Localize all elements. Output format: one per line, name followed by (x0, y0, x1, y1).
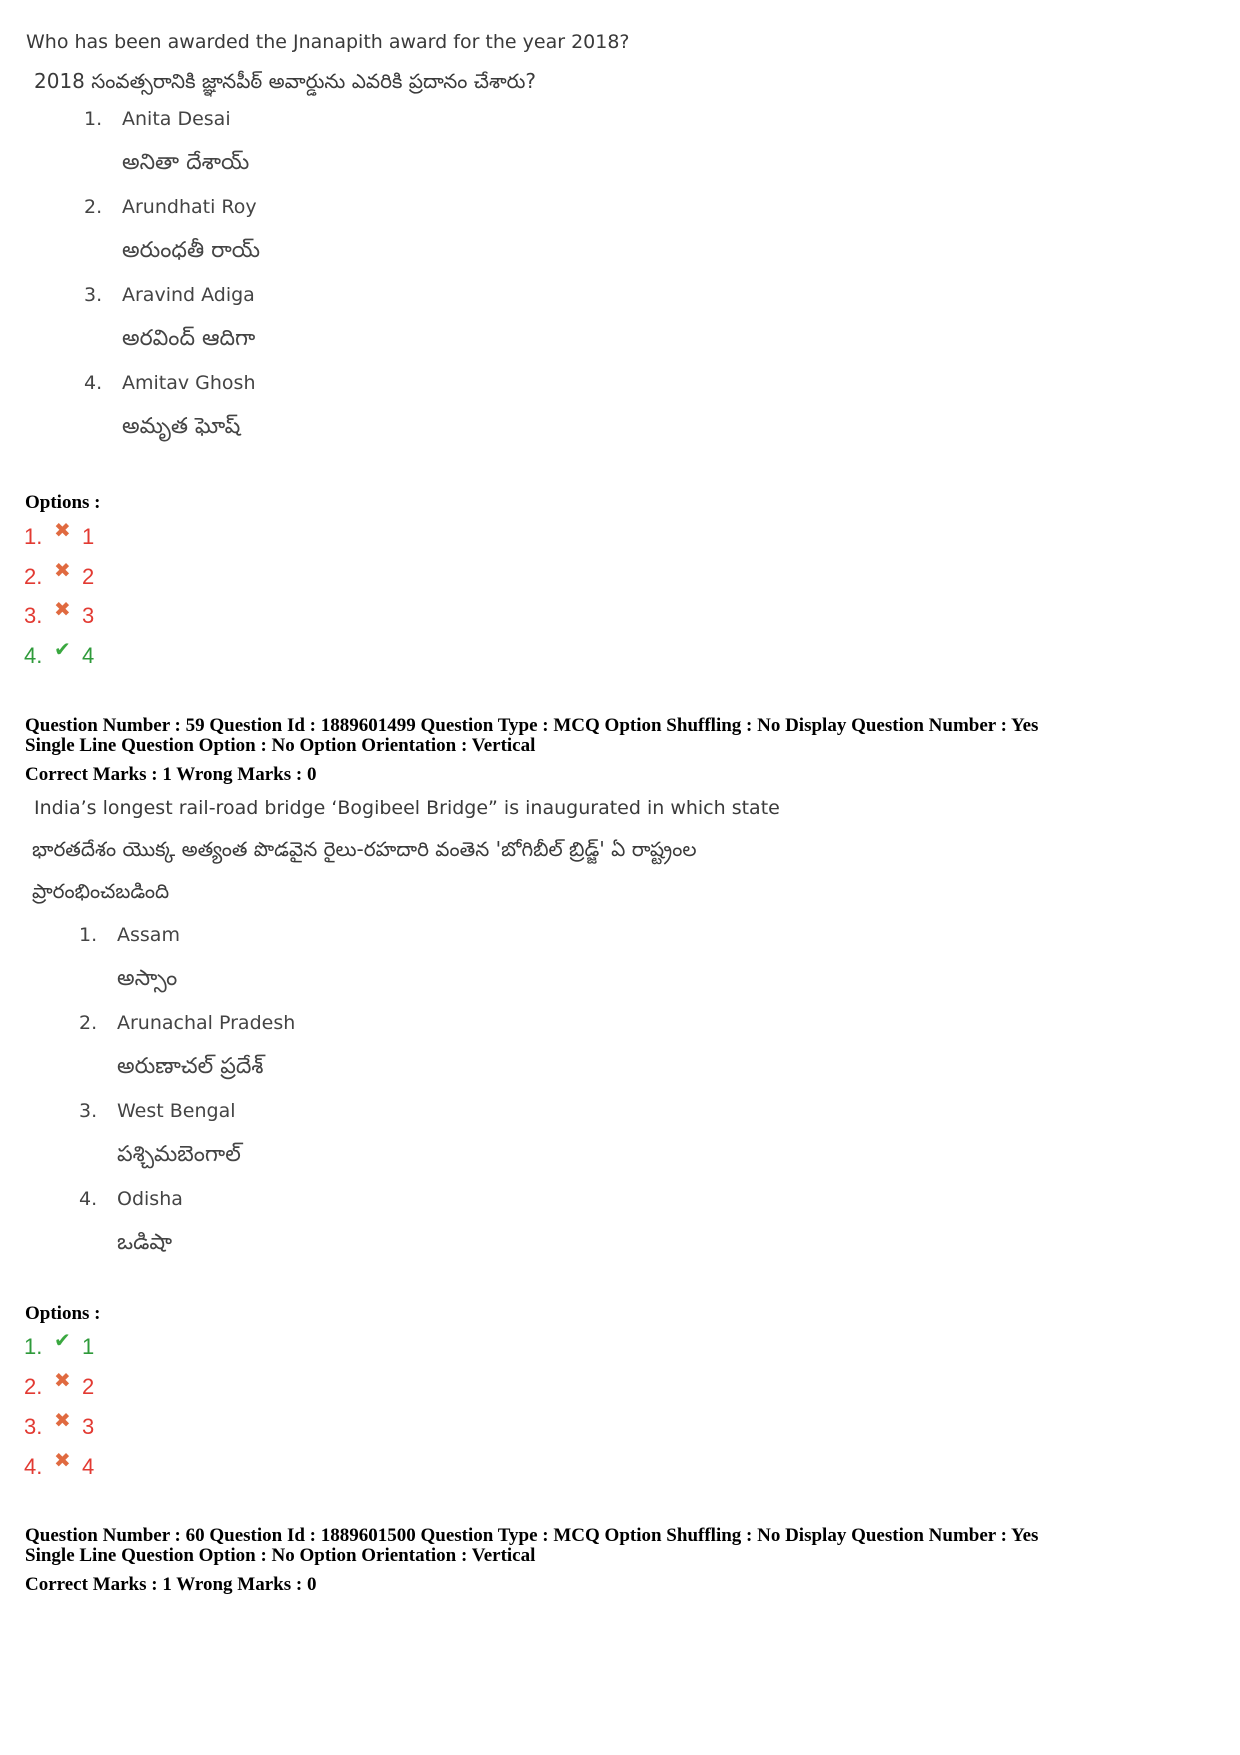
answer-number: 1. (24, 1334, 43, 1359)
option-text-te: అరుణాచల్ ప్రదేశ్ (117, 1054, 264, 1079)
option-number: 1. (79, 924, 98, 946)
option-item-te (26, 232, 1166, 276)
answer-value: 4 (82, 643, 95, 668)
cross-icon: ✖ (54, 599, 71, 621)
cross-icon: ✖ (54, 1370, 71, 1392)
option-text-en: Assam (117, 924, 180, 946)
answer-number: 3. (24, 1414, 43, 1439)
option-item-te (26, 960, 1166, 1004)
option-text-en: Arundhati Roy (122, 196, 257, 218)
option-text-en: West Bengal (117, 1100, 236, 1122)
option-item (26, 100, 1166, 144)
answer-option-wrong (24, 1370, 95, 1400)
answer-value: 4 (82, 1454, 95, 1479)
answer-value: 3 (82, 603, 95, 628)
option-item (26, 188, 1166, 232)
option-text-en: Anita Desai (122, 108, 231, 130)
answer-number: 2. (24, 1374, 43, 1399)
answer-value: 1 (82, 524, 95, 549)
cross-icon: ✖ (54, 520, 71, 542)
answer-number: 3. (24, 603, 43, 628)
option-text-te: పశ్చిమబెంగాల్ (117, 1142, 241, 1167)
answer-number: 4. (24, 643, 43, 668)
answer-number: 4. (24, 1454, 43, 1479)
cross-icon: ✖ (54, 560, 71, 582)
meta-marks: Correct Marks : 1 Wrong Marks : 0 (25, 1574, 317, 1595)
question-text-te: 2018 సంవత్సరానికి జ్ఞానపీఠ్ అవార్డును ఎవరికి ప్రదానం చేశారు? (34, 69, 536, 93)
option-item (26, 916, 1166, 960)
option-text-te: అరవింద్ ఆదిగా (122, 326, 256, 351)
option-item-te (26, 1224, 1166, 1268)
answer-option-wrong (24, 599, 95, 629)
answer-number: 2. (24, 564, 43, 589)
options-heading: Options : (25, 492, 101, 513)
answer-value: 2 (82, 564, 95, 589)
option-item (26, 276, 1166, 320)
answer-value: 2 (82, 1374, 95, 1399)
answer-option-wrong (24, 1410, 95, 1440)
option-number: 3. (84, 284, 103, 306)
option-number: 4. (84, 372, 103, 394)
question-59-block (26, 796, 1166, 1268)
options-heading: Options : (25, 1303, 101, 1324)
option-list (26, 916, 1166, 1268)
meta-line: Single Line Question Option : No Option Orientation : Vertical (25, 735, 536, 756)
option-item-te (26, 408, 1166, 452)
answer-number: 1. (24, 524, 43, 549)
option-number: 2. (79, 1012, 98, 1034)
option-text-te: అనితా దేశాయ్ (122, 150, 250, 175)
answer-option-wrong (24, 560, 95, 590)
option-text-te: అస్సాం (117, 966, 178, 991)
check-icon: ✔ (54, 639, 71, 661)
answer-option-wrong (24, 520, 95, 550)
option-number: 4. (79, 1188, 98, 1210)
meta-line: Question Number : 59 Question Id : 1889601499 Question Type : MCQ Option Shuffling : No Display Question Number : Yes (25, 715, 1039, 736)
question-meta-59 (25, 716, 1038, 785)
option-item (26, 364, 1166, 408)
answer-option-wrong (24, 1450, 95, 1480)
option-text-te: ఒడిషా (117, 1230, 173, 1255)
question-meta-60 (25, 1526, 1038, 1595)
question-text-en: Who has been awarded the Jnanapith award for the year 2018? (26, 31, 630, 53)
option-number: 1. (84, 108, 103, 130)
meta-marks: Correct Marks : 1 Wrong Marks : 0 (25, 764, 317, 785)
option-text-en: Odisha (117, 1188, 183, 1210)
option-item-te (26, 1048, 1166, 1092)
option-item-te (26, 144, 1166, 188)
meta-line: Question Number : 60 Question Id : 1889601500 Question Type : MCQ Option Shuffling : No Display Question Number : Yes (25, 1525, 1039, 1546)
option-item-te (26, 1136, 1166, 1180)
option-item (26, 1180, 1166, 1224)
option-text-en: Amitav Ghosh (122, 372, 256, 394)
option-text-en: Arunachal Pradesh (117, 1012, 296, 1034)
cross-icon: ✖ (54, 1410, 71, 1432)
answer-option-correct (24, 639, 95, 669)
option-number: 3. (79, 1100, 98, 1122)
option-item (26, 1092, 1166, 1136)
option-number: 2. (84, 196, 103, 218)
answer-value: 3 (82, 1414, 95, 1439)
option-item-te (26, 320, 1166, 364)
answer-option-correct (24, 1330, 95, 1360)
cross-icon: ✖ (54, 1450, 71, 1472)
question-text-te-continued: ప్రారంభించబడింది (32, 879, 170, 903)
question-text-te: భారతదేశం యొక్క అత్యంత పొడవైన రైలు-రహదారి వంతెన 'బోగిబీల్ బ్రిడ్జ్' ఏ రాష్ట్రంల (32, 837, 697, 861)
answer-value: 1 (82, 1334, 95, 1359)
option-text-en: Aravind Adiga (122, 284, 255, 306)
question-text-en: India’s longest rail-road bridge ‘Bogibeel Bridge” is inaugurated in which state (34, 797, 780, 819)
option-item (26, 1004, 1166, 1048)
option-text-te: అరుంధతీ రాయ్ (122, 238, 261, 263)
check-icon: ✔ (54, 1330, 71, 1352)
option-text-te: అమృత ఘోష్ (122, 414, 241, 439)
option-list (26, 100, 1166, 452)
question-58-block (26, 30, 1166, 452)
meta-line: Single Line Question Option : No Option Orientation : Vertical (25, 1545, 536, 1566)
